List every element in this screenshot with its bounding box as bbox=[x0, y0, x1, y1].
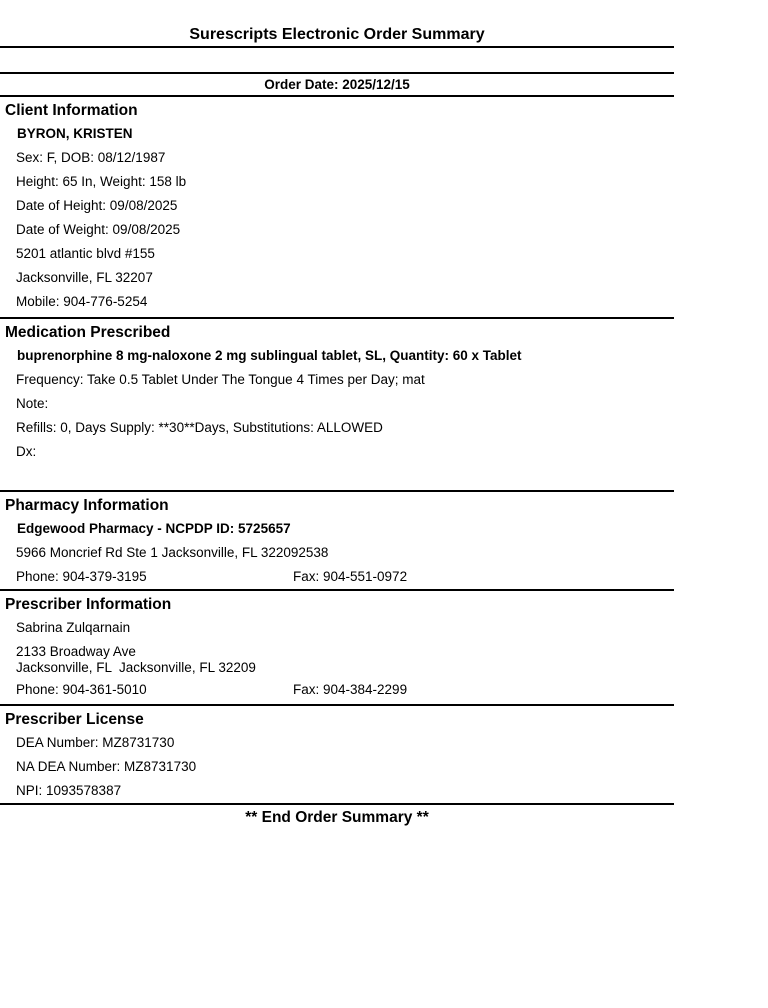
prescriber-phone-fax-row bbox=[0, 678, 674, 702]
order-date: Order Date: 2025/12/15 bbox=[264, 77, 410, 92]
prescriber-name: Sabrina Zulqarnain bbox=[16, 620, 131, 635]
medication-dx: Dx: bbox=[16, 444, 37, 459]
client-date-of-height: Date of Height: 09/08/2025 bbox=[16, 198, 178, 213]
empty-row bbox=[0, 48, 674, 72]
medication-section-heading: Medication Prescribed bbox=[5, 324, 171, 341]
medication-prescribed-section bbox=[0, 319, 674, 464]
medication-refills: Refills: 0, Days Supply: **30**Days, Substitutions: ALLOWED bbox=[16, 420, 383, 435]
pharmacy-fax: Fax: 904-551-0972 bbox=[293, 569, 408, 584]
pharmacy-section-heading: Pharmacy Information bbox=[5, 497, 169, 514]
medication-drug: buprenorphine 8 mg-naloxone 2 mg sublingual tablet, SL, Quantity: 60 x Tablet bbox=[17, 348, 522, 363]
prescriber-address-line2: Jacksonville, FL Jacksonville, FL 32209 bbox=[16, 659, 256, 675]
pharmacy-phone: Phone: 904-379-3195 bbox=[16, 569, 147, 584]
page-title: Surescripts Electronic Order Summary bbox=[189, 26, 485, 43]
license-section-heading: Prescriber License bbox=[5, 711, 144, 728]
prescriber-phone: Phone: 904-361-5010 bbox=[16, 682, 147, 697]
end-order-summary-marker: ** End Order Summary ** bbox=[245, 809, 429, 826]
pharmacy-information-section bbox=[0, 492, 674, 589]
prescriber-address bbox=[0, 640, 674, 678]
client-address-city: Jacksonville, FL 32207 bbox=[16, 270, 153, 285]
medication-note: Note: bbox=[16, 396, 49, 411]
prescriber-address-line1: 2133 Broadway Ave bbox=[16, 644, 136, 659]
prescriber-fax: Fax: 904-384-2299 bbox=[293, 682, 408, 697]
client-name: BYRON, KRISTEN bbox=[17, 126, 133, 141]
pharmacy-phone-fax-row bbox=[0, 565, 674, 589]
license-na-dea-number: NA DEA Number: MZ8731730 bbox=[16, 759, 197, 774]
medication-frequency: Frequency: Take 0.5 Tablet Under The Tongue 4 Times per Day; mat bbox=[16, 372, 425, 387]
license-dea-number: DEA Number: MZ8731730 bbox=[16, 735, 175, 750]
client-address-street: 5201 atlantic blvd #155 bbox=[16, 246, 155, 261]
client-information-section bbox=[0, 97, 674, 314]
client-date-of-weight: Date of Weight: 09/08/2025 bbox=[16, 222, 181, 237]
pharmacy-name-ncpdp: Edgewood Pharmacy - NCPDP ID: 5725657 bbox=[17, 521, 291, 536]
section-gap bbox=[0, 464, 674, 490]
client-mobile: Mobile: 904-776-5254 bbox=[16, 294, 148, 309]
license-npi: NPI: 1093578387 bbox=[16, 783, 122, 798]
pharmacy-address: 5966 Moncrief Rd Ste 1 Jacksonville, FL 322092538 bbox=[16, 545, 329, 560]
prescriber-section-heading: Prescriber Information bbox=[5, 596, 172, 613]
client-height-weight: Height: 65 In, Weight: 158 lb bbox=[16, 174, 187, 189]
client-section-heading: Client Information bbox=[5, 102, 138, 119]
prescriber-license-section bbox=[0, 706, 674, 803]
client-sex-dob: Sex: F, DOB: 08/12/1987 bbox=[16, 150, 166, 165]
prescriber-information-section bbox=[0, 591, 674, 702]
